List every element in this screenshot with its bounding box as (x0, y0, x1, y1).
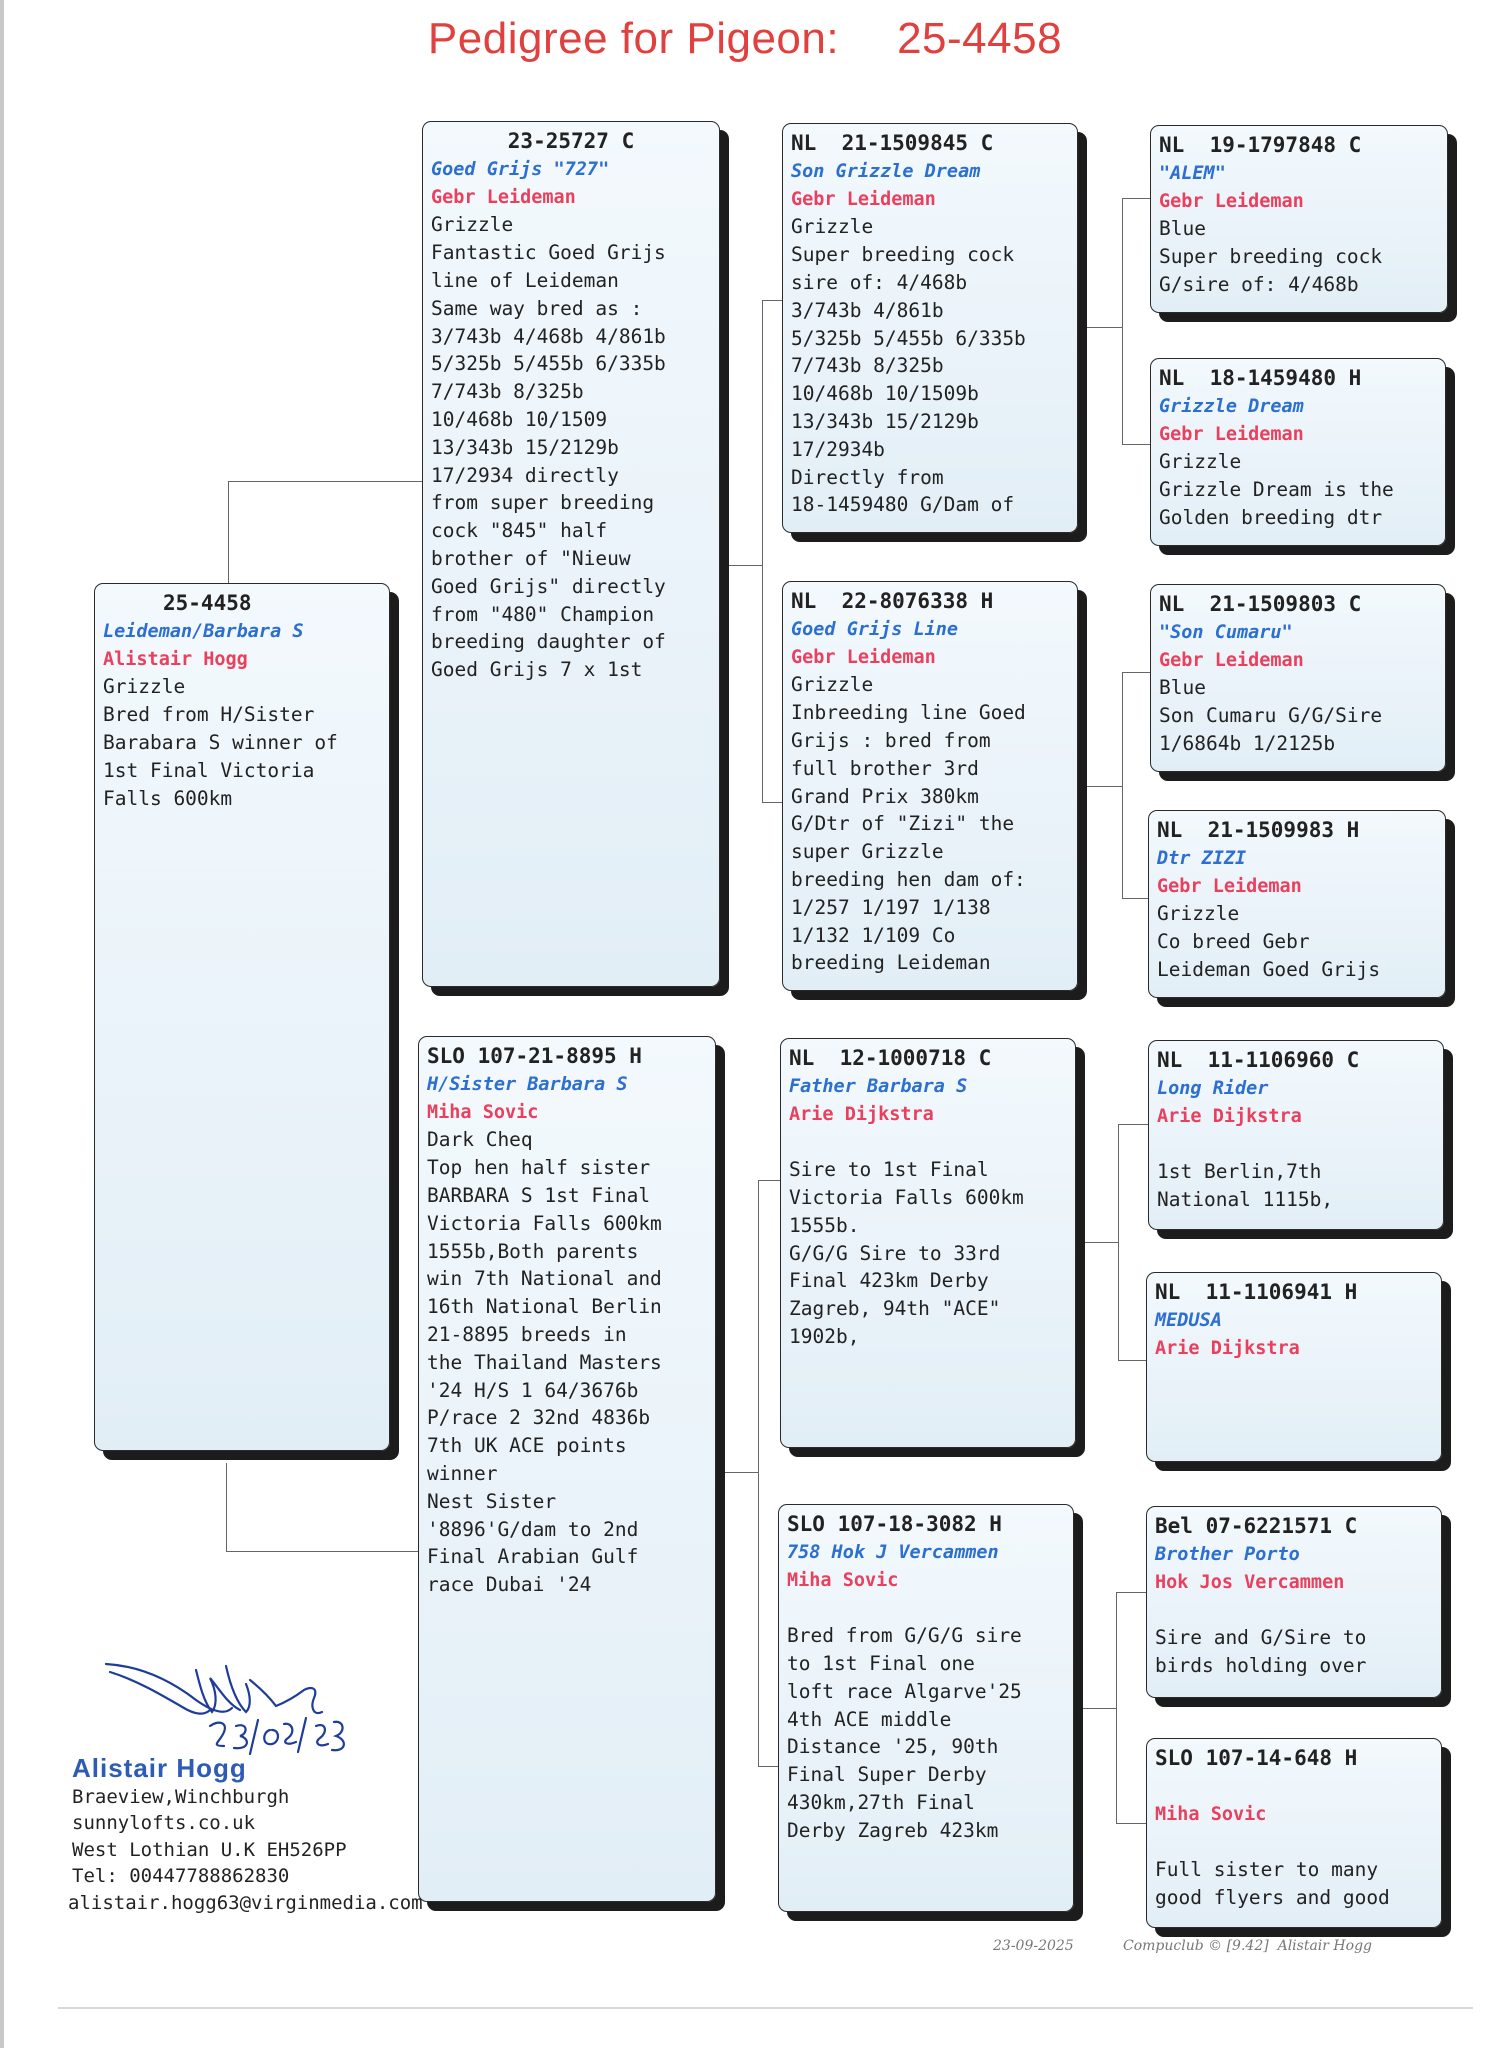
note-line: 7/743b 8/325b (791, 354, 944, 378)
pigeon-name: Grizzle Dream (1159, 395, 1304, 417)
note-line: from super breeding (431, 491, 655, 515)
pigeon-card-ggp-6 (1146, 1272, 1442, 1462)
note-line: cock "845" half (431, 519, 608, 543)
note-line: 1555b,Both parents (427, 1239, 639, 1263)
note-line: '24 H/S 1 64/3676b (427, 1378, 639, 1402)
note-line: BARBARA S 1st Final (427, 1183, 651, 1207)
connector (1122, 198, 1150, 199)
empty-color-line (1155, 1828, 1433, 1856)
page-divider (58, 2007, 1473, 2009)
note-line: 1/257 1/197 1/138 (791, 895, 991, 919)
pigeon-card-dam (418, 1036, 716, 1902)
pigeon-name: H/Sister Barbara S (427, 1073, 628, 1095)
note-line: G/G/G Sire to 33rd (789, 1241, 1001, 1265)
note-line: 16th National Berlin (427, 1295, 662, 1319)
connector (758, 1180, 759, 1766)
note-line: 3/743b 4/468b 4/861b (431, 324, 666, 348)
note-line: 1/132 1/109 Co (791, 923, 956, 947)
note-line: race Dubai '24 (427, 1573, 592, 1597)
pigeon-card-subject (94, 583, 390, 1451)
pigeon-card-dam-dam (778, 1504, 1074, 1912)
pigeon-name: "Son Cumaru" (1159, 621, 1293, 643)
note-line: breeding Leideman (791, 951, 991, 975)
connector (1122, 672, 1123, 898)
pigeon-name: "ALEM" (1159, 162, 1226, 184)
note-line: Bred from G/G/G sire (787, 1624, 1022, 1648)
note-line: Bred from H/Sister (103, 703, 315, 727)
pigeon-name: Goed Grijs "727" (431, 158, 610, 180)
connector (1122, 198, 1123, 444)
note-line: 4th ACE middle (787, 1707, 952, 1731)
note-line: Golden breeding dtr (1159, 505, 1383, 529)
connector (1070, 1708, 1116, 1709)
page-title (0, 14, 1490, 64)
pigeon-name: Goed Grijs Line (791, 618, 959, 640)
empty-color-line (1155, 1596, 1433, 1624)
connector (1122, 672, 1150, 673)
ring-number: NL 12-1000718 C (789, 1046, 992, 1070)
ring-number: NL 21-1509803 C (1159, 592, 1362, 616)
breeder-name: Gebr Leideman (431, 186, 576, 208)
note-line: breeding daughter of (431, 630, 666, 654)
ring-number: NL 22-8076338 H (791, 589, 994, 613)
pigeon-name: Brother Porto (1155, 1543, 1300, 1565)
note-line: Final 423km Derby (789, 1269, 989, 1293)
ring-number: NL 18-1459480 H (1159, 366, 1362, 390)
note-line: 18-1459480 G/Dam of (791, 493, 1015, 517)
note-line: 7th UK ACE points (427, 1434, 627, 1458)
ring-number: SLO 107-21-8895 H (427, 1044, 642, 1068)
pigeon-color: Grizzle (1157, 902, 1240, 926)
empty-name-line (1155, 1773, 1433, 1801)
note-line: Full sister to many (1155, 1858, 1379, 1882)
note-line: Nest Sister (427, 1489, 557, 1513)
pigeon-card-ggp-1 (1150, 125, 1448, 313)
ring-number: NL 19-1797848 C (1159, 133, 1362, 157)
ring-number: NL 21-1509845 C (791, 131, 994, 155)
note-line: good flyers and good (1155, 1885, 1390, 1909)
connector (1116, 1592, 1148, 1593)
note-line: Leideman Goed Grijs (1157, 957, 1381, 981)
pigeon-name: Father Barbara S (789, 1075, 968, 1097)
note-line: 10/468b 10/1509b (791, 382, 979, 406)
note-line: 1/6864b 1/2125b (1159, 731, 1336, 755)
ring-number: SLO 107-14-648 H (1155, 1746, 1358, 1770)
pigeon-card-ggp-8 (1146, 1738, 1442, 1928)
breeder-name: Miha Sovic (427, 1101, 539, 1123)
breeder-name: Miha Sovic (787, 1569, 899, 1591)
note-line: 7/743b 8/325b (431, 380, 584, 404)
connector (1116, 1823, 1148, 1824)
note-line: 1555b. (789, 1213, 860, 1237)
pigeon-card-ggp-2 (1150, 358, 1446, 546)
footer-date: 23-09-2025 (993, 1938, 1074, 1954)
owner-phone: Tel: 00447788862830 (72, 1865, 290, 1887)
note-line: from "480" Champion (431, 602, 655, 626)
pigeon-color: Blue (1159, 676, 1206, 700)
connector (762, 300, 782, 301)
note-line: winner (427, 1461, 498, 1485)
note-line: Final Arabian Gulf (427, 1545, 639, 1569)
note-line: win 7th National and (427, 1267, 662, 1291)
connector (228, 481, 229, 583)
pigeon-card-sire-dam (782, 581, 1078, 991)
connector (718, 1472, 758, 1473)
footer-software: Compuclub © [9.42] Alistair Hogg (1123, 1938, 1372, 1954)
note-line: Barabara S winner of (103, 730, 338, 754)
page-edge (0, 0, 4, 2048)
breeder-name: Gebr Leideman (1159, 423, 1304, 445)
empty-color-line (787, 1594, 1065, 1622)
ring-number: 25-4458 (163, 591, 252, 615)
note-line: Derby Zagreb 423km (787, 1818, 999, 1842)
pigeon-name: Long Rider (1157, 1077, 1269, 1099)
note-line: Sire to 1st Final (789, 1158, 989, 1182)
connector (1078, 786, 1122, 787)
note-line: sire of: 4/468b (791, 270, 968, 294)
ring-number: 23-25727 C (507, 129, 635, 153)
note-line: Sire and G/Sire to (1155, 1626, 1367, 1650)
note-line: P/race 2 32nd 4836b (427, 1406, 651, 1430)
note-line: 5/325b 5/455b 6/335b (431, 352, 666, 376)
breeder-name: Gebr Leideman (791, 188, 936, 210)
note-line: 3/743b 4/861b (791, 298, 944, 322)
pigeon-color: Blue (1159, 217, 1206, 241)
note-line: 1st Final Victoria (103, 758, 315, 782)
note-line: 430km,27th Final (787, 1790, 975, 1814)
pigeon-name: Leideman/Barbara S (103, 620, 304, 642)
note-line: G/sire of: 4/468b (1159, 272, 1359, 296)
pigeon-color: Grizzle (791, 673, 874, 697)
note-line: G/Dtr of "Zizi" the (791, 812, 1015, 836)
note-line: Top hen half sister (427, 1156, 651, 1180)
pigeon-color: Grizzle (791, 215, 874, 239)
connector (1118, 1124, 1119, 1360)
breeder-name: Arie Dijkstra (1157, 1105, 1302, 1127)
note-line: super Grizzle (791, 840, 944, 864)
note-line: Goed Grijs 7 x 1st (431, 658, 643, 682)
note-line: Grijs : bred from (791, 728, 991, 752)
breeder-name: Gebr Leideman (791, 646, 936, 668)
note-line: Fantastic Goed Grijs (431, 241, 666, 265)
note-line: 1st Berlin,7th (1157, 1160, 1322, 1184)
connector (762, 802, 782, 803)
pigeon-name: Son Grizzle Dream (791, 160, 981, 182)
connector (758, 1180, 782, 1181)
pigeon-color: Dark Cheq (427, 1128, 533, 1152)
owner-website: sunnylofts.co.uk (72, 1812, 256, 1834)
pigeon-name: 758 Hok J Vercammen (787, 1541, 999, 1563)
breeder-name: Arie Dijkstra (1155, 1337, 1300, 1359)
note-line: 13/343b 15/2129b (791, 409, 979, 433)
note-line: breeding hen dam of: (791, 867, 1026, 891)
connector (226, 1463, 227, 1551)
note-line: loft race Algarve'25 (787, 1679, 1022, 1703)
pigeon-card-sire (422, 121, 720, 987)
note-line: Victoria Falls 600km (789, 1185, 1024, 1209)
breeder-name: Alistair Hogg (103, 648, 248, 670)
connector (1122, 898, 1150, 899)
note-line: brother of "Nieuw (431, 546, 631, 570)
note-line: Falls 600km (103, 786, 233, 810)
owner-email: alistair.hogg63@virginmedia.com (68, 1891, 423, 1914)
owner-name: Alistair Hogg (72, 1753, 247, 1783)
note-line: full brother 3rd (791, 756, 979, 780)
note-line: Goed Grijs" directly (431, 574, 666, 598)
note-line: Directly from (791, 465, 944, 489)
pigeon-name: MEDUSA (1155, 1309, 1222, 1331)
breeder-name: Gebr Leideman (1159, 649, 1304, 671)
empty-color-line (1157, 1130, 1435, 1158)
owner-block (68, 1753, 423, 1916)
connector (226, 1551, 420, 1552)
note-line: Co breed Gebr (1157, 930, 1310, 954)
breeder-name: Gebr Leideman (1157, 875, 1302, 897)
note-line: Same way bred as : (431, 296, 643, 320)
connector (1074, 1242, 1118, 1243)
pigeon-card-sire-sire (782, 123, 1078, 533)
note-line: 17/2934b (791, 437, 885, 461)
pigeon-color: Grizzle (1159, 450, 1242, 474)
note-line: Distance '25, 90th (787, 1735, 999, 1759)
pigeon-color: Grizzle (103, 675, 186, 699)
note-line: National 1115b, (1157, 1187, 1334, 1211)
note-line: Zagreb, 94th "ACE" (789, 1297, 1001, 1321)
owner-address-2: West Lothian U.K EH526PP (72, 1838, 347, 1861)
ring-number: Bel 07-6221571 C (1155, 1514, 1358, 1538)
note-line: 1902b, (789, 1324, 860, 1348)
pigeon-card-ggp-3 (1150, 584, 1446, 772)
note-line: '8896'G/dam to 2nd (427, 1517, 639, 1541)
connector (1116, 1592, 1117, 1823)
owner-address-1: Braeview,Winchburgh (72, 1785, 290, 1808)
pigeon-color: Grizzle (431, 213, 514, 237)
note-line: Super breeding cock (791, 243, 1015, 267)
ring-number: NL 11-1106960 C (1157, 1048, 1360, 1072)
note-line: 10/468b 10/1509 (431, 407, 608, 431)
note-line: 5/325b 5/455b 6/335b (791, 326, 1026, 350)
connector (762, 300, 763, 802)
pigeon-name: Dtr ZIZI (1157, 847, 1247, 869)
empty-color-line (789, 1128, 1067, 1156)
note-line: 13/343b 15/2129b (431, 435, 619, 459)
pigeon-card-ggp-4 (1148, 810, 1446, 998)
breeder-name: Miha Sovic (1155, 1803, 1267, 1825)
note-line: Final Super Derby (787, 1763, 987, 1787)
ring-number: NL 11-1106941 H (1155, 1280, 1358, 1304)
connector (1122, 444, 1150, 445)
note-line: Super breeding cock (1159, 245, 1383, 269)
note-line: line of Leideman (431, 268, 619, 292)
note-line: Son Cumaru G/G/Sire (1159, 704, 1383, 728)
connector (1080, 327, 1122, 328)
ring-number: SLO 107-18-3082 H (787, 1512, 1002, 1536)
title-ring: 25-4458 (897, 14, 1063, 63)
ring-number: NL 21-1509983 H (1157, 818, 1360, 842)
breeder-name: Gebr Leideman (1159, 190, 1304, 212)
breeder-name: Hok Jos Vercammen (1155, 1571, 1345, 1593)
connector (1118, 1124, 1148, 1125)
pigeon-card-dam-sire (780, 1038, 1076, 1448)
note-line: 21-8895 breeds in (427, 1322, 627, 1346)
note-line: Inbreeding line Goed (791, 701, 1026, 725)
note-line: Grizzle Dream is the (1159, 478, 1394, 502)
connector (722, 565, 762, 566)
note-line: Victoria Falls 600km (427, 1211, 662, 1235)
note-line: 17/2934 directly (431, 463, 619, 487)
note-line: the Thailand Masters (427, 1350, 662, 1374)
breeder-name: Arie Dijkstra (789, 1103, 934, 1125)
pigeon-card-ggp-7 (1146, 1506, 1442, 1698)
note-line: Grand Prix 380km (791, 784, 979, 808)
connector (228, 481, 422, 482)
note-line: to 1st Final one (787, 1651, 975, 1675)
note-line: birds holding over (1155, 1653, 1367, 1677)
handwritten-signature (100, 1650, 370, 1760)
title-label: Pedigree for Pigeon: (427, 14, 840, 63)
pigeon-card-ggp-5 (1148, 1040, 1444, 1230)
connector (1118, 1360, 1148, 1361)
